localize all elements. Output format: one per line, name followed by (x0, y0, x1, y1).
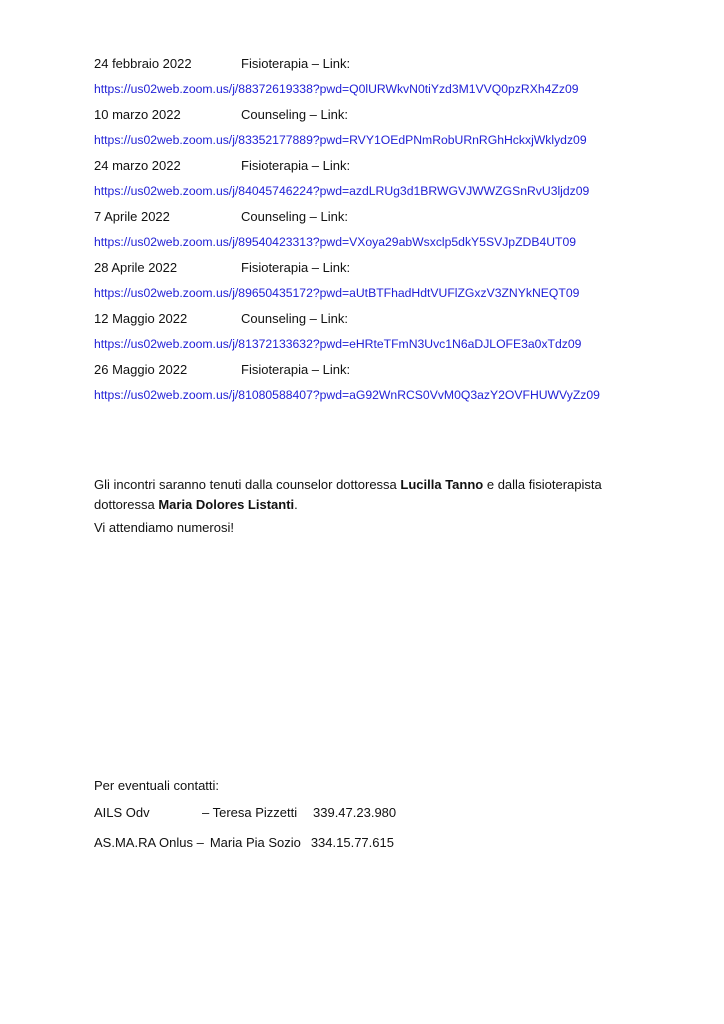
session-date: 24 marzo 2022 (94, 158, 181, 173)
zoom-link[interactable]: https://us02web.zoom.us/j/89650435172?pwd=aUtBTFhadHdtVUFlZGxzV3ZNYkNEQT09 (94, 285, 580, 300)
zoom-link[interactable]: https://us02web.zoom.us/j/84045746224?pwd=azdLRUg3d1BRWGVJWWZGSnRvU3ljdz09 (94, 183, 590, 198)
session-item (94, 204, 694, 255)
zoom-link[interactable]: https://us02web.zoom.us/j/83352177889?pwd=RVY1OEdPNmRobURnRGhHckxjWklydz09 (94, 132, 587, 147)
zoom-link[interactable]: https://us02web.zoom.us/j/88372619338?pwd=Q0lURWkvN0tiYzd3M1VVQ0pzRXh4Zz09 (94, 81, 579, 96)
contacts-title: Per eventuali contatti: (94, 778, 220, 793)
zoom-link[interactable]: https://us02web.zoom.us/j/81080588407?pwd=aG92WnRCS0VvM0Q3azY2OVFHUWVyZz09 (94, 387, 600, 402)
speakers-text (94, 475, 634, 514)
zoom-link[interactable]: https://us02web.zoom.us/j/89540423313?pwd=VXoya29abWsxclp5dkY5SVJpZDB4UT09 (94, 234, 577, 249)
session-date: 7 Aprile 2022 (94, 209, 170, 224)
contact-row (94, 830, 396, 856)
session-date: 26 Maggio 2022 (94, 362, 188, 377)
session-type: Counseling – Link: (241, 311, 348, 326)
speakers-text-part2: e dalla fisioterapista dottoressa (94, 477, 602, 512)
session-date: 28 Aprile 2022 (94, 260, 178, 275)
closing-line: Vi attendiamo numerosi! (94, 520, 234, 535)
contact-row (94, 800, 396, 826)
contacts-section (94, 776, 396, 856)
contact-organization: AS.MA.RA Onlus – (94, 835, 204, 850)
contact-person: – Teresa Pizzetti (202, 805, 298, 820)
session-date: 24 febbraio 2022 (94, 56, 192, 71)
session-item (94, 51, 694, 102)
session-header (94, 357, 694, 383)
session-type: Fisioterapia – Link: (241, 362, 351, 377)
session-header (94, 306, 694, 332)
session-type: Counseling – Link: (241, 209, 348, 224)
session-type: Counseling – Link: (241, 107, 348, 122)
zoom-link[interactable]: https://us02web.zoom.us/j/81372133632?pwd=eHRteTFmN3Uvc1N6aDJLOFE3a0xTdz09 (94, 336, 582, 351)
session-item (94, 306, 694, 357)
counselor-name: Lucilla Tanno (400, 477, 484, 492)
session-item (94, 255, 694, 306)
speakers-text-part3: . (294, 496, 298, 512)
session-schedule (94, 51, 694, 408)
contact-phone: 334.15.77.615 (310, 835, 394, 850)
session-date: 10 marzo 2022 (94, 107, 181, 122)
session-date: 12 Maggio 2022 (94, 311, 188, 326)
speakers-paragraph (94, 475, 634, 514)
session-header (94, 102, 694, 128)
session-item (94, 102, 694, 153)
session-type: Fisioterapia – Link: (241, 56, 351, 71)
speakers-text-part1: Gli incontri saranno tenuti dalla counselor dottoressa (94, 477, 401, 492)
session-header (94, 51, 694, 77)
session-header (94, 204, 694, 230)
contact-person: Maria Pia Sozio (209, 835, 301, 850)
session-type: Fisioterapia – Link: (241, 158, 351, 173)
contact-phone: 339.47.23.980 (313, 805, 397, 820)
physiotherapist-name: Maria Dolores Listanti (158, 496, 295, 512)
contact-organization: AILS Odv (94, 805, 150, 820)
session-type: Fisioterapia – Link: (241, 260, 351, 275)
session-item (94, 153, 694, 204)
session-item (94, 357, 694, 408)
session-header (94, 255, 694, 281)
session-header (94, 153, 694, 179)
